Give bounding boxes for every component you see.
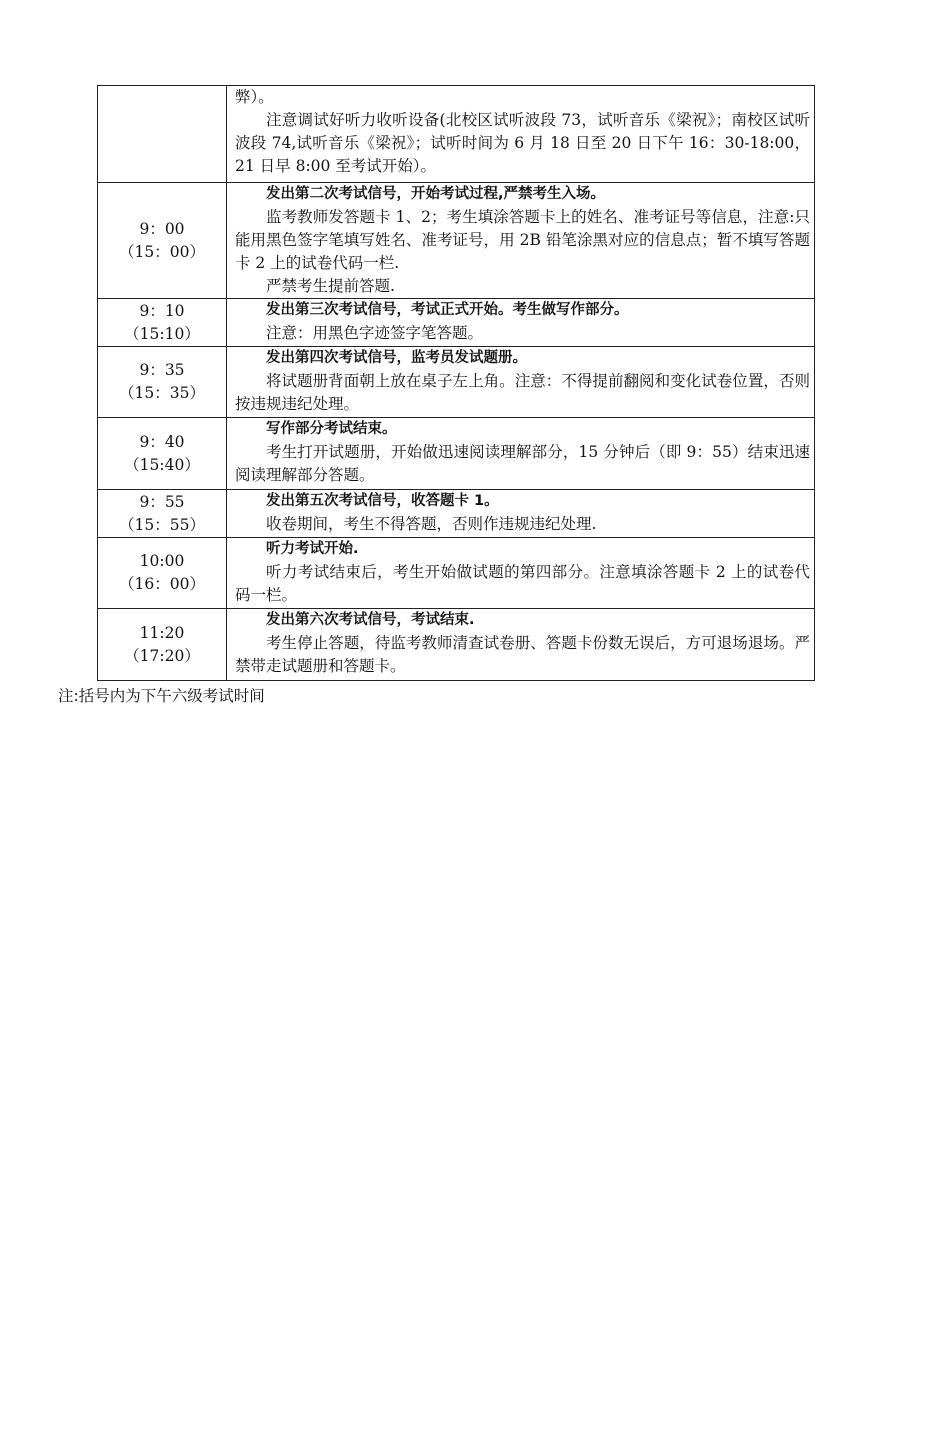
time-afternoon: （15：35） bbox=[119, 384, 205, 402]
exam-schedule-table bbox=[97, 85, 815, 681]
table-row bbox=[98, 347, 815, 418]
description-cell bbox=[227, 183, 815, 299]
step-heading: 发出第六次考试信号，考试结束. bbox=[266, 612, 475, 628]
paragraph: 注意调试好听力收听设备(北校区试听波段 73，试听音乐《梁祝》；南校区试听波段 74,试听音乐《梁祝》；试听时间为 6 月 18 日至 20 日下午 16：30-18:00，21 日早 8:00 至考试开始）。 bbox=[235, 111, 810, 175]
table-row bbox=[98, 183, 815, 299]
time-afternoon: （15：00） bbox=[119, 242, 205, 261]
time: 9：10 bbox=[139, 301, 185, 320]
time-afternoon: （15:10） bbox=[124, 324, 200, 343]
time-cell bbox=[98, 86, 227, 183]
paragraph: 将试题册背面朝上放在桌子左上角。注意：不得提前翻阅和变化试卷位置，否则按违规违纪处理。 bbox=[235, 372, 810, 413]
paragraph: 弊）。 bbox=[235, 88, 274, 106]
footnote: 注:括号内为下午六级考试时间 bbox=[58, 687, 265, 705]
paragraph: 监考教师发答题卡 1、2；考生填涂答题卡上的姓名、准考证号等信息，注意:只能用黑色签字笔填写姓名、准考证号，用 2B 铅笔涂黑对应的信息点；暂不填写答题卡 2 上的试卷代码一栏. bbox=[235, 208, 810, 272]
paragraph: 收卷期间，考生不得答题，否则作违规违纪处理. bbox=[266, 515, 597, 533]
step-heading: 发出第二次考试信号，开始考试过程,严禁考生入场。 bbox=[266, 186, 606, 202]
description-cell bbox=[227, 490, 815, 538]
time-afternoon: （16：00） bbox=[119, 575, 205, 593]
step-heading: 发出第五次考试信号，收答题卡 1。 bbox=[266, 493, 499, 509]
time: 9：55 bbox=[139, 492, 185, 511]
table-row bbox=[98, 418, 815, 490]
description-cell bbox=[227, 609, 815, 681]
time-cell bbox=[98, 418, 227, 490]
time: 9：00 bbox=[139, 219, 185, 238]
time-afternoon: （15:40） bbox=[124, 455, 200, 474]
time: 9：35 bbox=[139, 361, 185, 379]
time-cell bbox=[98, 299, 227, 347]
paragraph: 听力考试结束后，考生开始做试题的第四部分。注意填涂答题卡 2 上的试卷代码一栏。 bbox=[235, 563, 810, 604]
paragraph: 考生停止答题，待监考教师清查试卷册、答题卡份数无误后，方可退场退场。严禁带走试题册和答题卡。 bbox=[235, 634, 810, 675]
description-cell bbox=[227, 299, 815, 347]
time-afternoon: （15：55） bbox=[119, 515, 205, 534]
description-cell bbox=[227, 538, 815, 609]
table-row bbox=[98, 490, 815, 538]
paragraph: 严禁考生提前答题. bbox=[266, 277, 395, 295]
step-heading: 发出第四次考试信号，监考员发试题册。 bbox=[266, 350, 527, 366]
time: 10:00 bbox=[139, 552, 185, 570]
step-heading: 发出第三次考试信号，考试正式开始。考生做写作部分。 bbox=[266, 302, 629, 318]
description-cell bbox=[227, 418, 815, 490]
description-cell bbox=[227, 347, 815, 418]
time: 9：40 bbox=[139, 432, 185, 451]
table-row bbox=[98, 299, 815, 347]
paragraph: 注意：用黑色字迹签字笔答题。 bbox=[266, 324, 484, 342]
table-row bbox=[98, 86, 815, 183]
step-heading: 写作部分考试结束。 bbox=[266, 421, 397, 437]
paragraph: 考生打开试题册，开始做迅速阅读理解部分，15 分钟后（即 9：55）结束迅速阅读理解部分答题。 bbox=[235, 443, 810, 484]
time-cell bbox=[98, 183, 227, 299]
step-heading: 听力考试开始. bbox=[266, 541, 359, 557]
time-cell bbox=[98, 538, 227, 609]
time-afternoon: （17:20） bbox=[124, 646, 200, 665]
time-cell bbox=[98, 347, 227, 418]
description-cell bbox=[227, 86, 815, 183]
table-row bbox=[98, 538, 815, 609]
table-row bbox=[98, 609, 815, 681]
time-cell bbox=[98, 609, 227, 681]
time-cell bbox=[98, 490, 227, 538]
time: 11:20 bbox=[139, 623, 185, 642]
